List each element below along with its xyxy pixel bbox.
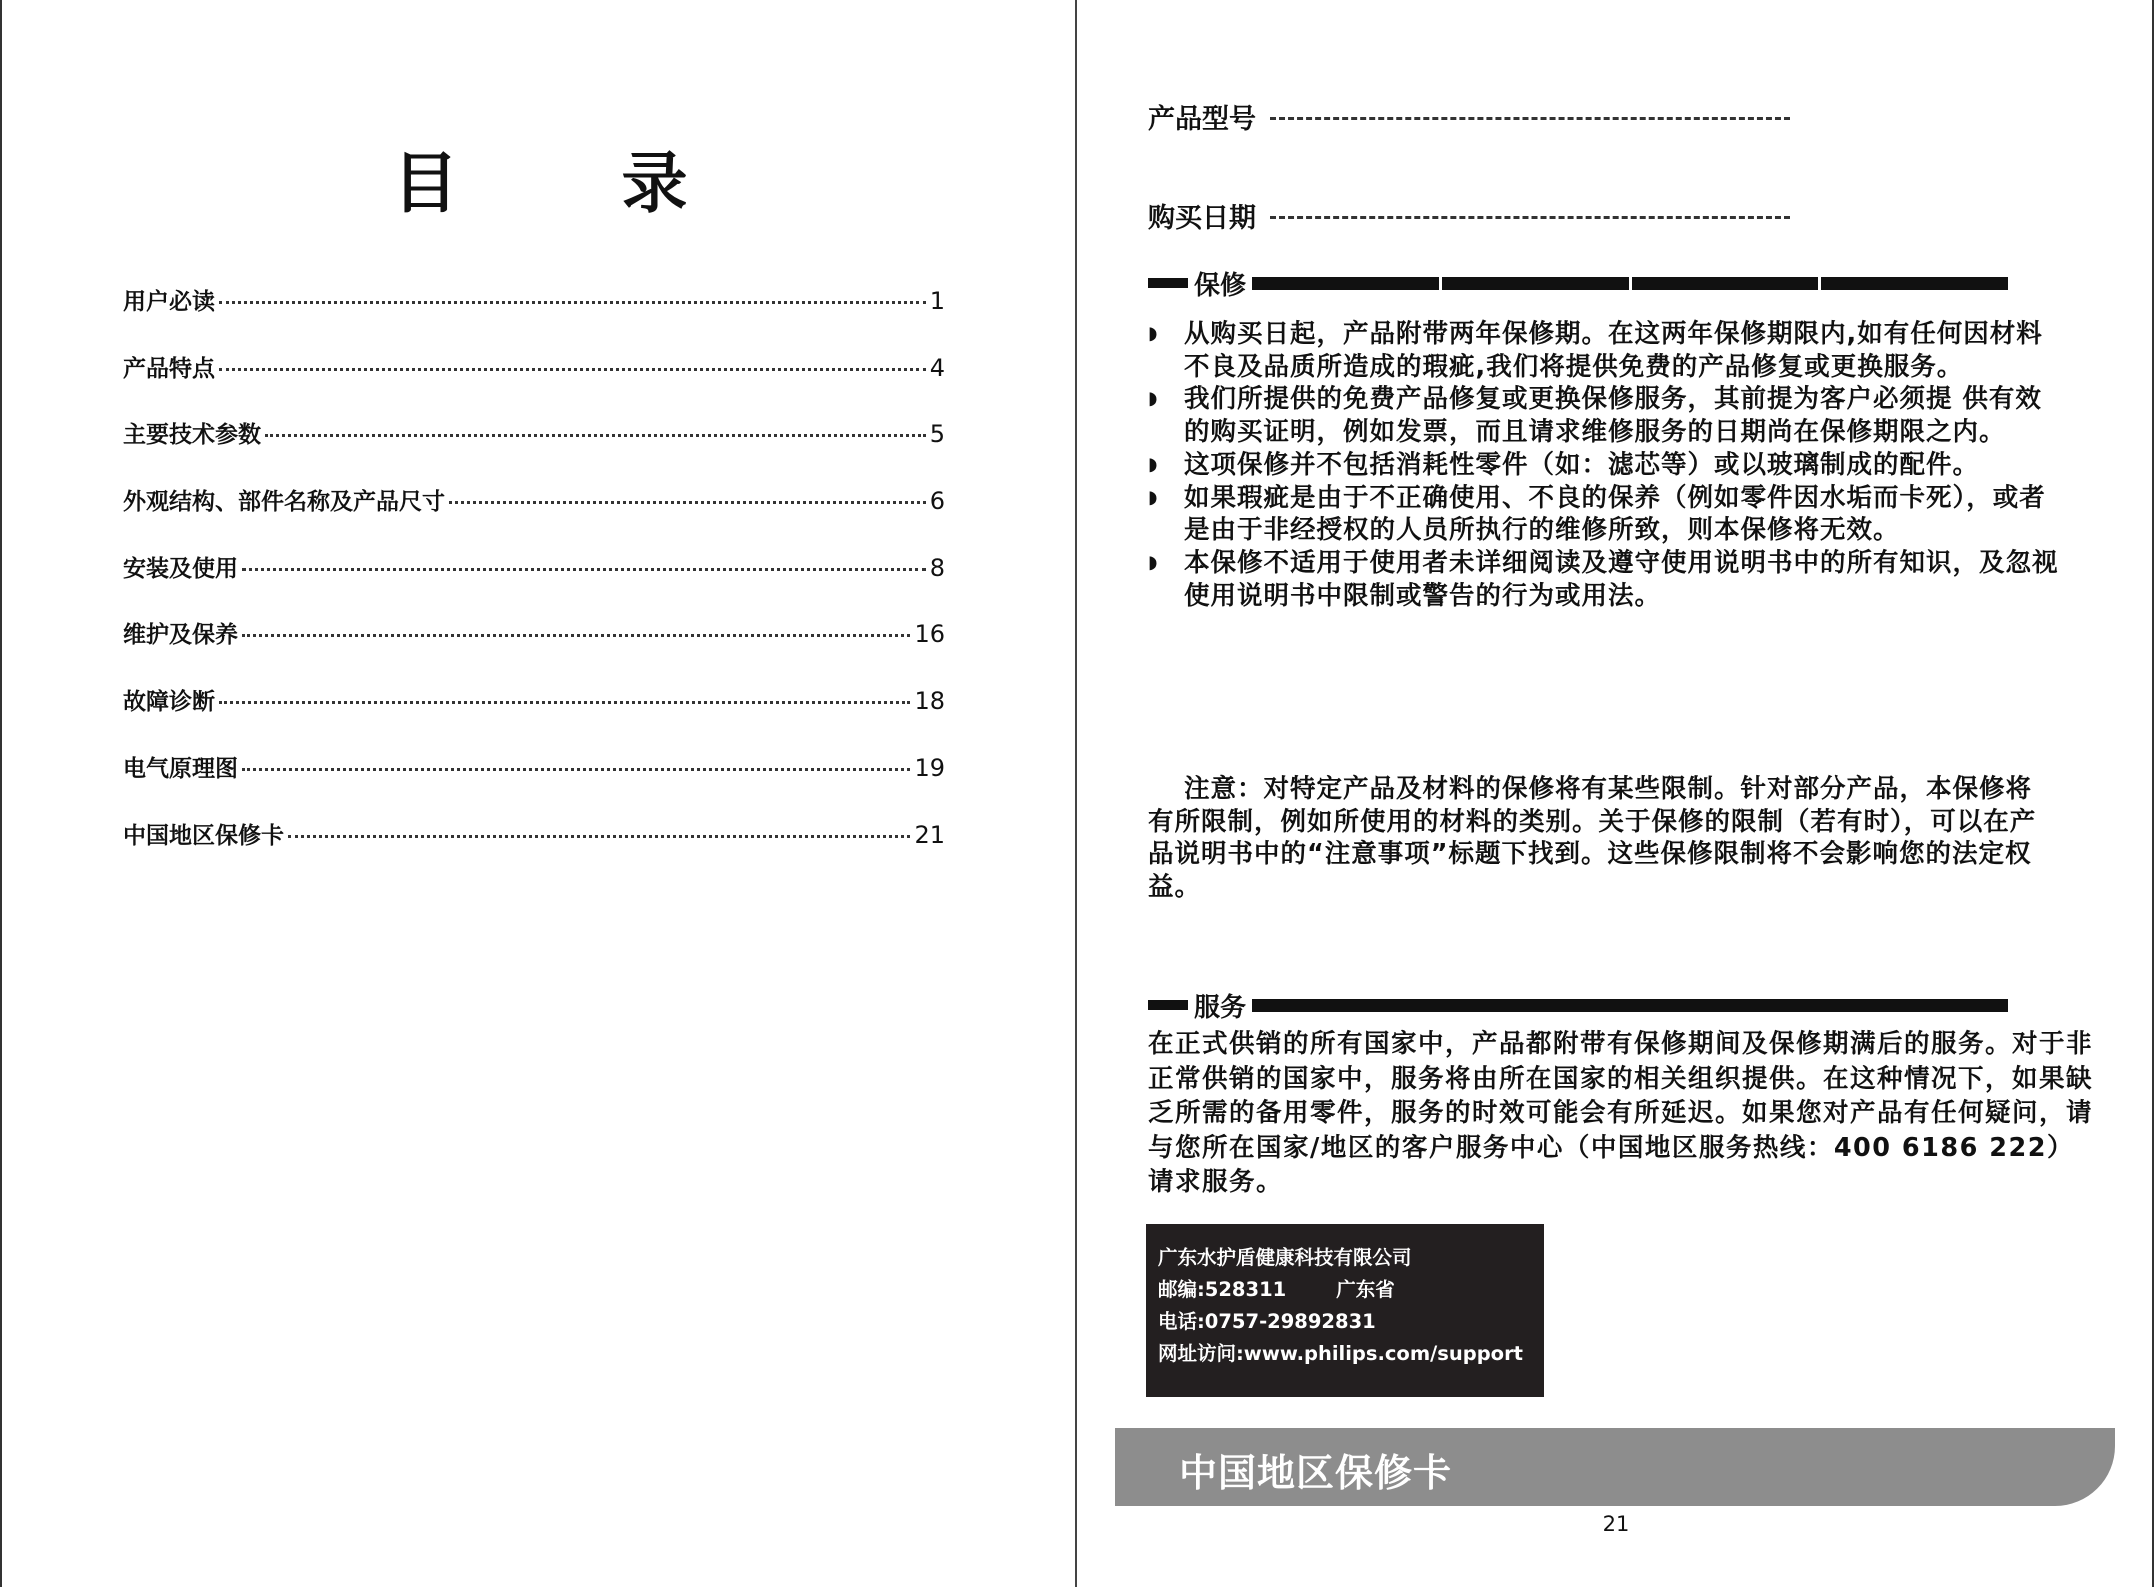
toc-leader-dots bbox=[449, 501, 926, 504]
warranty-item-text: 从购买日起，产品附带两年保修期。在这两年保修期限内,如有任何因材料不良及品质所造成的瑕疵,我们将提供免费的产品修复或更换服务。 bbox=[1184, 319, 2043, 382]
toc-entry-page: 6 bbox=[929, 487, 945, 516]
company-province: 广东省 bbox=[1336, 1278, 1395, 1301]
toc-entry-label: 外观结构、部件名称及产品尺寸 bbox=[123, 489, 445, 516]
toc-entry-label: 维护及保养 bbox=[123, 622, 238, 649]
bullet-icon: ◗ bbox=[1148, 551, 1159, 573]
warranty-list bbox=[1148, 318, 2068, 612]
warranty-item bbox=[1148, 449, 2068, 482]
toc-entry[interactable] bbox=[123, 350, 945, 417]
toc-leader-dots bbox=[242, 568, 926, 571]
page-number: 21 bbox=[1602, 1512, 1630, 1536]
warranty-item-text: 如果瑕疵是由于不正确使用、不良的保养（例如零件因水垢而卡死），或者是由于非经授权的人员所执行的维修所致，则本保修将无效。 bbox=[1184, 482, 2046, 546]
warranty-item-text: 本保修不适用于使用者未详细阅读及遵守使用说明书中的所有知识，及忽视使用说明书中限制或警告的行为或用法。 bbox=[1184, 547, 2059, 611]
service-text: 在正式供销的所有国家中，产品都附带有保修期间及保修期满后的服务。对于非正常供销的国家中，服务将由所在国家的相关组织提供。在这种情况下，如果缺乏所需的备用零件，服务的时效可能会有所延迟。如果您对产品有任何疑问，请与您所在国家/地区的客户服务中心（中国地区服务热线：400 6186 222）请求服务。 bbox=[1148, 1029, 2094, 1197]
bullet-icon: ◗ bbox=[1148, 323, 1159, 344]
bullet-icon: ◗ bbox=[1148, 388, 1159, 410]
toc-entry-page: 19 bbox=[914, 753, 945, 782]
toc-leader-dots bbox=[242, 634, 910, 637]
toc-entry-page: 21 bbox=[914, 820, 945, 849]
toc-entry-page: 8 bbox=[929, 553, 945, 582]
warranty-item-text: 我们所提供的免费产品修复或更换保修服务，其前提为客户必须提 供有效的购买证明，例如发票，而且请求维修服务的日期尚在保修期限之内。 bbox=[1184, 384, 2042, 448]
toc-entry-page: 5 bbox=[929, 420, 945, 449]
toc-leader-dots bbox=[288, 835, 910, 838]
toc-list bbox=[123, 283, 945, 883]
toc-entry-page: 16 bbox=[914, 620, 945, 649]
warranty-card-page bbox=[1078, 0, 2154, 1587]
service-heading-label: 服务 bbox=[1194, 992, 1247, 1023]
toc-leader-dots bbox=[265, 434, 926, 437]
service-heading-bar bbox=[1252, 999, 2008, 1012]
company-name: 广东水护盾健康科技有限公司 bbox=[1158, 1246, 1412, 1269]
company-postcode-line bbox=[1158, 1274, 1532, 1306]
warranty-item bbox=[1148, 383, 2068, 448]
toc-entry[interactable] bbox=[123, 283, 945, 350]
toc-entry[interactable] bbox=[123, 550, 945, 617]
warranty-item bbox=[1148, 482, 2068, 547]
toc-entry[interactable] bbox=[123, 616, 945, 683]
toc-leader-dots bbox=[219, 368, 926, 371]
toc-entry-page: 1 bbox=[929, 287, 945, 315]
toc-entry-page: 18 bbox=[914, 687, 945, 716]
toc-entry-label: 产品特点 bbox=[123, 355, 215, 382]
company-phone: 电话:0757-29892831 bbox=[1158, 1310, 1376, 1333]
toc-entry[interactable] bbox=[123, 483, 945, 550]
warranty-item bbox=[1148, 547, 2068, 612]
bullet-icon: ◗ bbox=[1148, 486, 1159, 508]
toc-entry-label: 安装及使用 bbox=[123, 555, 238, 582]
warranty-item bbox=[1148, 318, 2068, 383]
warranty-heading-label: 保修 bbox=[1194, 270, 1247, 301]
toc-entry[interactable] bbox=[123, 817, 945, 884]
toc-leader-dots bbox=[242, 768, 910, 771]
warranty-heading-bar bbox=[1252, 277, 2008, 290]
toc-entry[interactable] bbox=[123, 416, 945, 483]
purchase-date-field bbox=[1148, 196, 1790, 235]
toc-entry-label: 故障诊断 bbox=[123, 689, 215, 716]
toc-entry-label: 用户必读 bbox=[123, 289, 215, 315]
warranty-note: 注意：对特定产品及材料的保修将有某些限制。针对部分产品，本保修将有所限制，例如所使用的材料的类别。关于保修的限制（若有时），可以在产品说明书中的“注意事项”标题下找到。这些保修限制将不会影响您的法定权益。 bbox=[1148, 774, 2037, 903]
model-input-line bbox=[1270, 117, 1790, 120]
bullet-icon: ◗ bbox=[1148, 453, 1159, 475]
model-field bbox=[1148, 97, 1790, 136]
toc-entry[interactable] bbox=[123, 750, 945, 817]
company-website: 网址访问:www.philips.com/support bbox=[1158, 1342, 1524, 1365]
warranty-heading bbox=[1148, 268, 2008, 301]
toc-page bbox=[0, 0, 1076, 1587]
toc-entry-label: 电气原理图 bbox=[123, 755, 238, 782]
purchase-date-label: 购买日期 bbox=[1148, 203, 1256, 234]
model-label: 产品型号 bbox=[1148, 104, 1256, 135]
toc-entry[interactable] bbox=[123, 683, 945, 750]
purchase-date-input-line bbox=[1270, 216, 1790, 219]
toc-entry-label: 主要技术参数 bbox=[123, 422, 261, 449]
toc-leader-dots bbox=[219, 301, 926, 304]
warranty-card-banner bbox=[1115, 1428, 2115, 1506]
toc-leader-dots bbox=[219, 701, 910, 704]
company-info-box bbox=[1146, 1224, 1544, 1397]
warranty-card-title: 中国地区保修卡 bbox=[1179, 1451, 1453, 1495]
service-heading bbox=[1148, 990, 2008, 1023]
toc-entry-label: 中国地区保修卡 bbox=[123, 822, 284, 849]
company-postcode: 邮编:528311 bbox=[1158, 1278, 1287, 1301]
toc-entry-page: 4 bbox=[929, 353, 945, 382]
toc-title: 目 录 bbox=[392, 145, 758, 222]
warranty-item-text: 这项保修并不包括消耗性零件（如：滤芯等）或以玻璃制成的配件。 bbox=[1184, 449, 1980, 480]
